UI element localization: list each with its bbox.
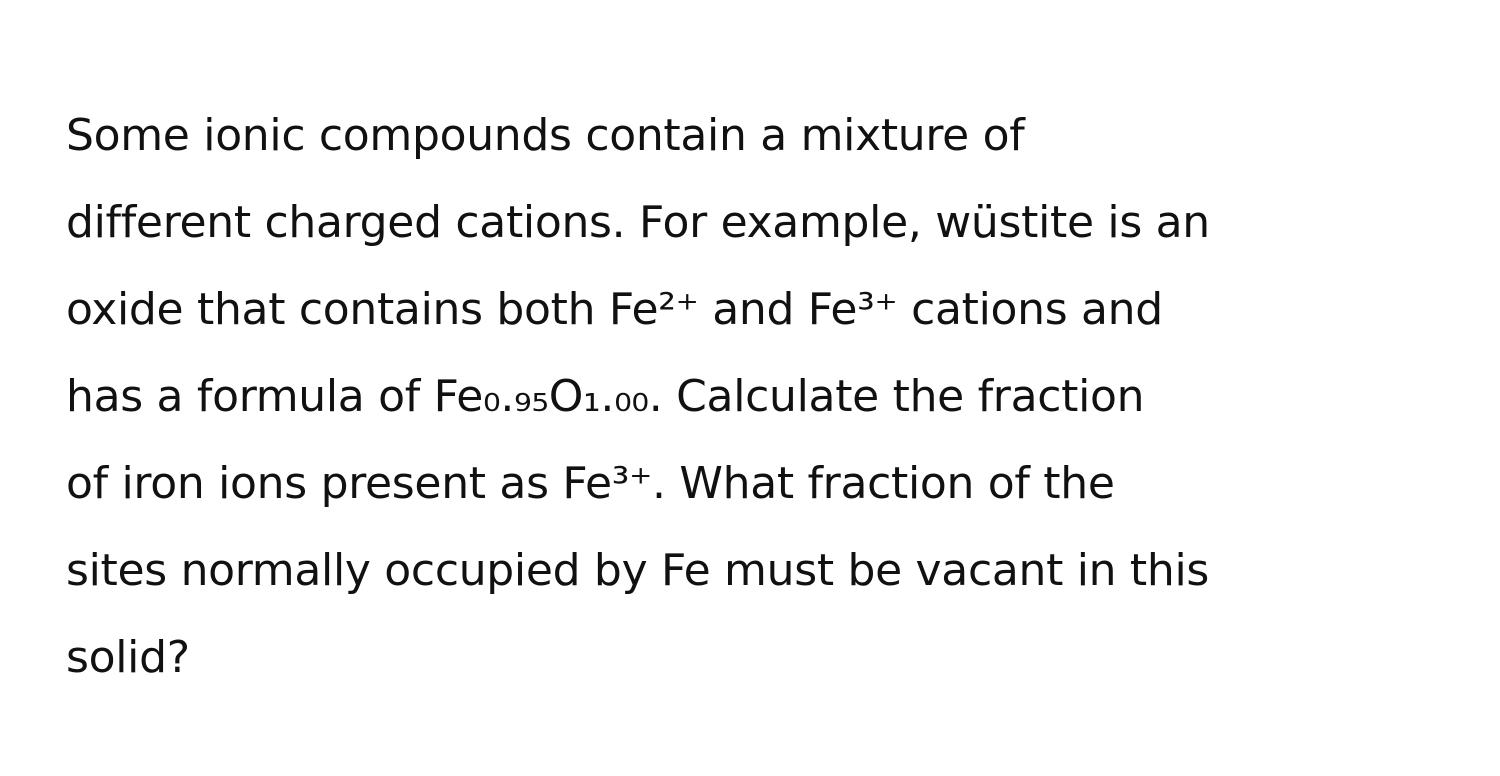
question-text bbox=[66, 92, 1446, 701]
text-line-6: sites normally occupied by Fe must be vacant in this bbox=[66, 545, 1210, 596]
text-line-1: Some ionic compounds contain a mixture of bbox=[66, 110, 1025, 161]
text-line-5: of iron ions present as Fe³⁺. What fraction of the bbox=[66, 458, 1115, 509]
text-line-7: solid? bbox=[66, 632, 190, 683]
text-line-2: different charged cations. For example, wüstite is an bbox=[66, 197, 1210, 248]
text-line-3: oxide that contains both Fe²⁺ and Fe³⁺ cations and bbox=[66, 284, 1163, 335]
text-line-4: has a formula of Fe₀.₉₅O₁.₀₀. Calculate the fraction bbox=[66, 371, 1145, 422]
